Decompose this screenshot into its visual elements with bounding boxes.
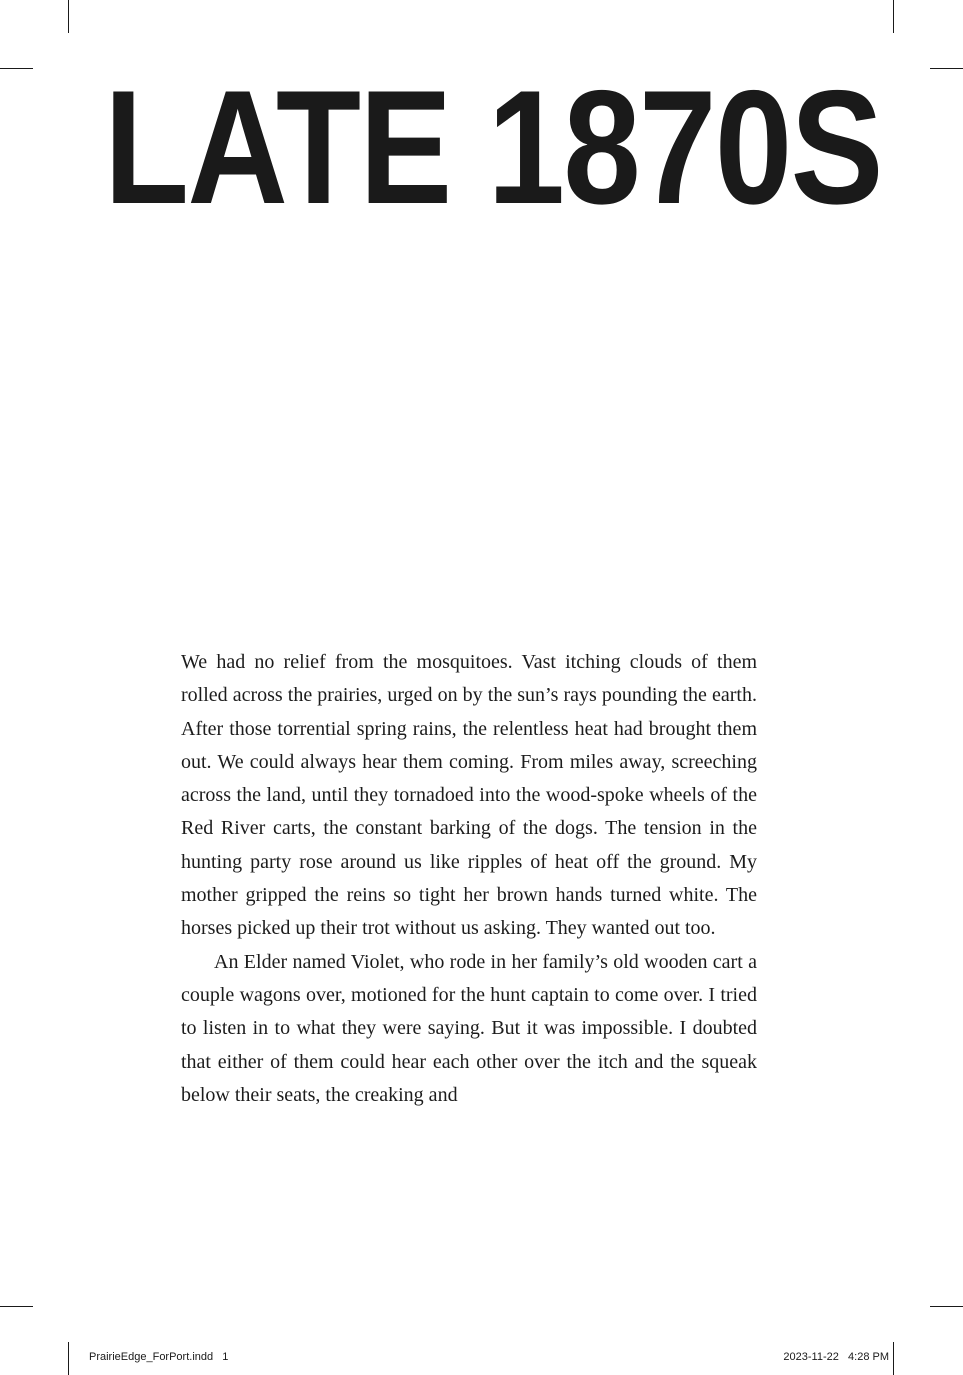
crop-mark-left-bottom — [0, 1306, 33, 1307]
crop-mark-right-top — [930, 68, 963, 69]
crop-mark-left-top — [0, 68, 33, 69]
crop-mark-right-bottom — [930, 1306, 963, 1307]
crop-mark-bottom-left — [68, 1342, 69, 1375]
paragraph-1: We had no relief from the mosquitoes. Vast itching clouds of them rolled across the prairies, urged on by the sun’s rays pounding the earth. After those torrential spring rains, the relentless heat had brought them out. We could always hear them coming. From miles away, screeching across the land, until they tornadoed into the wood-spoke wheels of the Red River carts, the constant barking of the dogs. The tension in the hunting party rose around us like ripples of heat off the ground. My mother gripped the reins so tight her brown hands turned white. The horses picked up their trot without us asking. They wanted out too. — [181, 651, 757, 940]
body-text — [181, 646, 757, 1112]
crop-mark-top-right — [893, 0, 894, 33]
slug-file-name: PrairieEdge_ForPort.indd 1 — [89, 1351, 229, 1363]
paragraph-2: An Elder named Violet, who rode in her family’s old wooden cart a couple wagons over, motioned for the hunt captain to come over. I tried to listen in to what they were saying. But it was impossible. I doubted that either of them could hear each other over the itch and the squeak below their seats, the creaking and — [181, 950, 757, 1106]
slug-datetime: 2023-11-22 4:28 PM — [783, 1351, 889, 1363]
chapter-heading: LATE 1870S — [104, 57, 882, 238]
crop-mark-bottom-right — [893, 1342, 894, 1375]
crop-mark-top-left — [68, 0, 69, 33]
